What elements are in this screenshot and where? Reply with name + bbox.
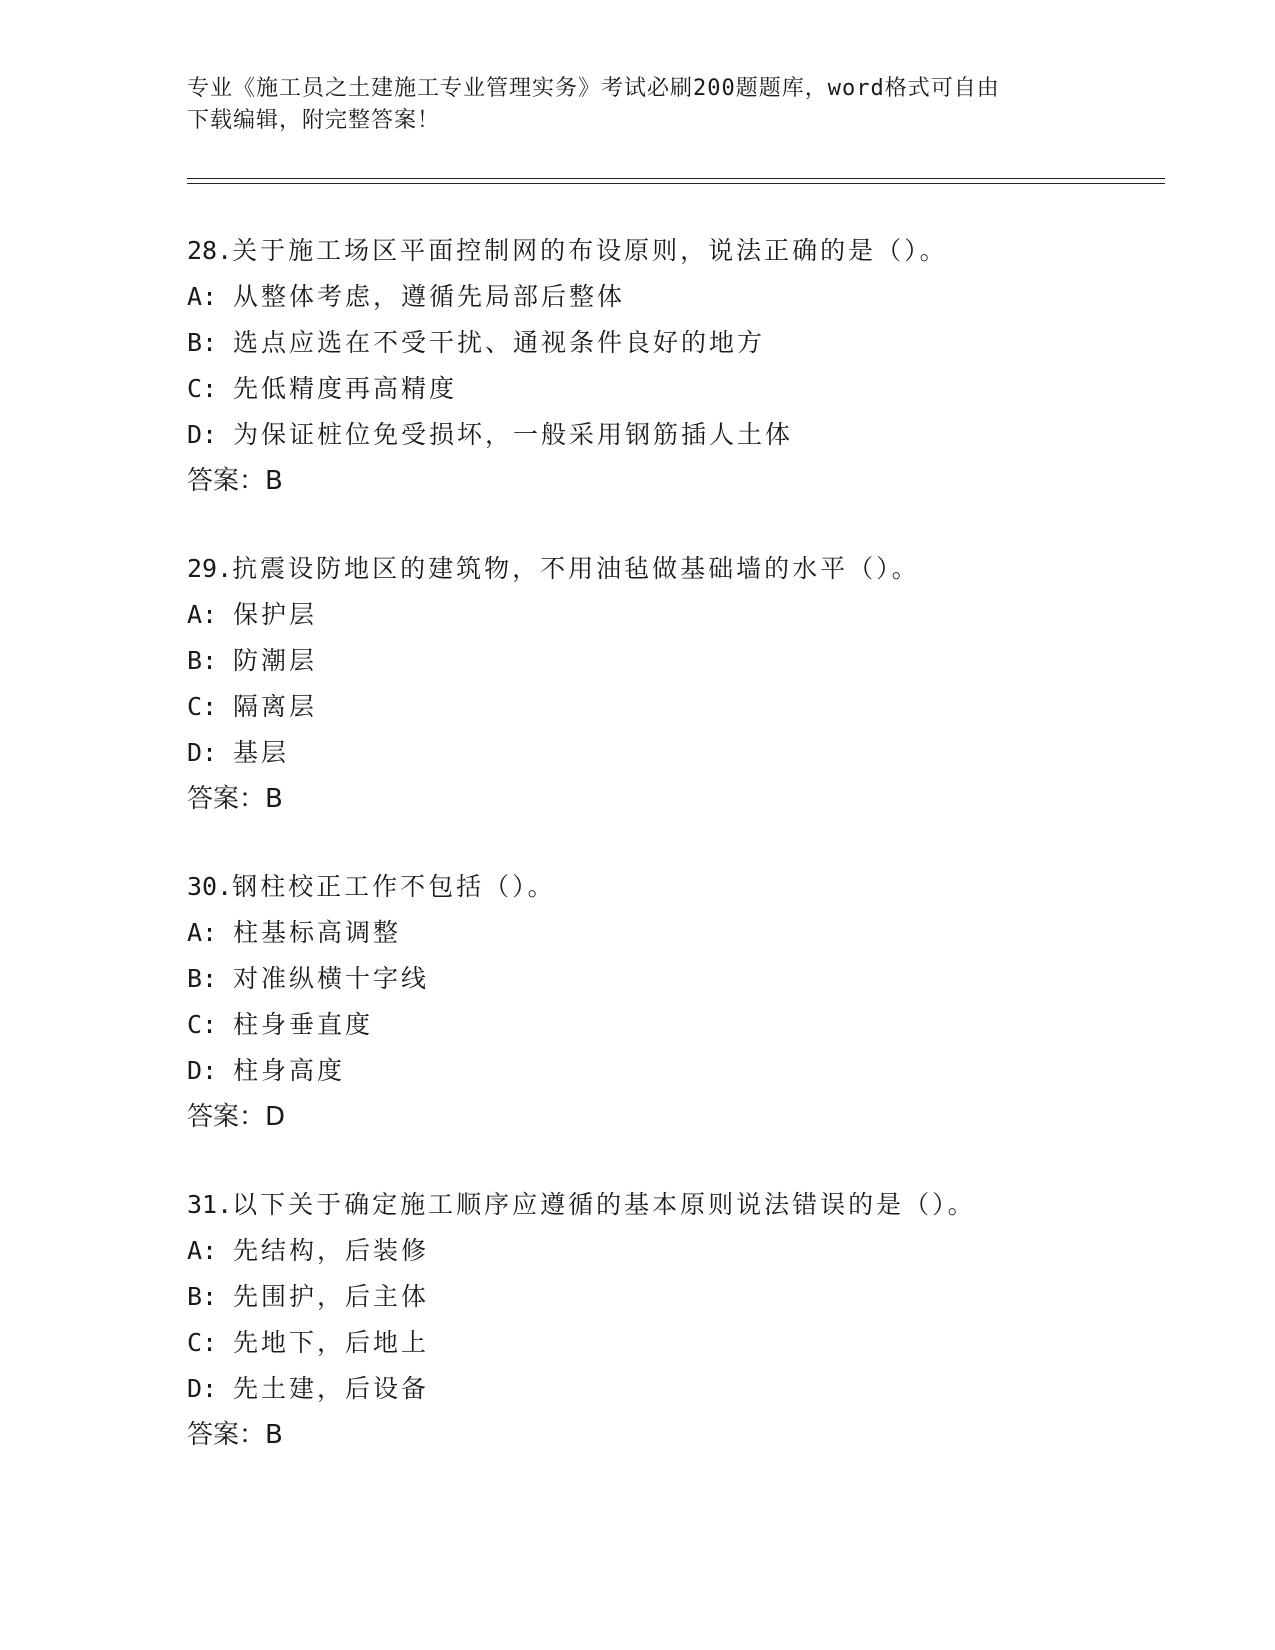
header-divider-top <box>187 178 1165 179</box>
option-key: C: <box>187 1010 218 1039</box>
option-text: 选点应选在不受干扰、通视条件良好的地方 <box>233 328 766 357</box>
option-key: A: <box>187 282 218 311</box>
option-a <box>187 1228 1167 1274</box>
question-number: 29. <box>187 554 233 583</box>
question-number: 30. <box>187 872 233 901</box>
option-key: B: <box>187 328 218 357</box>
option-b <box>187 638 1167 684</box>
option-d <box>187 1366 1167 1412</box>
option-a <box>187 910 1167 956</box>
option-text: 柱基标高调整 <box>233 918 402 947</box>
option-text: 先土建，后设备 <box>233 1374 430 1403</box>
answer: 答案：B <box>187 1420 283 1450</box>
option-text: 防潮层 <box>233 646 318 675</box>
option-text: 隔离层 <box>233 692 318 721</box>
option-text: 先地下，后地上 <box>233 1328 430 1357</box>
option-c <box>187 1320 1167 1366</box>
option-key: D: <box>187 420 218 449</box>
answer: 答案：D <box>187 1102 286 1132</box>
option-b <box>187 956 1167 1002</box>
option-b <box>187 1274 1167 1320</box>
option-text: 先低精度再高精度 <box>233 374 458 403</box>
document-header <box>187 73 1087 137</box>
question-text: 抗震设防地区的建筑物，不用油毡做基础墙的水平（）。 <box>232 554 920 583</box>
option-c <box>187 1002 1167 1048</box>
option-text: 保护层 <box>233 600 318 629</box>
header-line-1: 专业《施工员之土建施工专业管理实务》考试必刷200题题库，word格式可自由 <box>187 76 1000 101</box>
option-text: 柱身高度 <box>233 1056 346 1085</box>
option-key: C: <box>187 374 218 403</box>
option-key: C: <box>187 1328 218 1357</box>
option-key: B: <box>187 964 218 993</box>
option-key: B: <box>187 646 218 675</box>
question-text: 以下关于确定施工顺序应遵循的基本原则说法错误的是（）。 <box>232 1190 976 1219</box>
question-stem <box>187 1182 1167 1228</box>
option-d <box>187 730 1167 776</box>
question-number: 31. <box>187 1190 233 1219</box>
option-text: 基层 <box>233 738 290 767</box>
option-a <box>187 274 1167 320</box>
option-a <box>187 592 1167 638</box>
question-block <box>187 1182 1167 1458</box>
question-block <box>187 228 1167 504</box>
option-key: D: <box>187 1374 218 1403</box>
header-line-2: 下载编辑，附完整答案！ <box>187 108 441 133</box>
option-text: 从整体考虑，遵循先局部后整体 <box>233 282 626 311</box>
option-c <box>187 684 1167 730</box>
option-key: A: <box>187 600 218 629</box>
option-b <box>187 320 1167 366</box>
option-key: D: <box>187 1056 218 1085</box>
question-block <box>187 864 1167 1140</box>
option-text: 先围护，后主体 <box>233 1282 430 1311</box>
option-d <box>187 1048 1167 1094</box>
option-text: 对准纵横十字线 <box>233 964 430 993</box>
option-text: 先结构，后装修 <box>233 1236 430 1265</box>
option-key: A: <box>187 918 218 947</box>
option-key: C: <box>187 692 218 721</box>
option-key: B: <box>187 1282 218 1311</box>
question-stem <box>187 864 1167 910</box>
question-stem <box>187 228 1167 274</box>
option-c <box>187 366 1167 412</box>
answer: 答案：B <box>187 466 283 496</box>
option-key: D: <box>187 738 218 767</box>
question-text: 钢柱校正工作不包括（）。 <box>232 872 556 901</box>
option-d <box>187 412 1167 458</box>
question-number: 28. <box>187 236 233 265</box>
option-text: 柱身垂直度 <box>233 1010 374 1039</box>
question-stem <box>187 546 1167 592</box>
header-divider-bottom <box>187 183 1165 184</box>
option-text: 为保证桩位免受损坏，一般采用钢筋插人土体 <box>233 420 794 449</box>
question-block <box>187 546 1167 822</box>
answer: 答案：B <box>187 784 283 814</box>
option-key: A: <box>187 1236 218 1265</box>
question-text: 关于施工场区平面控制网的布设原则，说法正确的是（）。 <box>232 236 948 265</box>
